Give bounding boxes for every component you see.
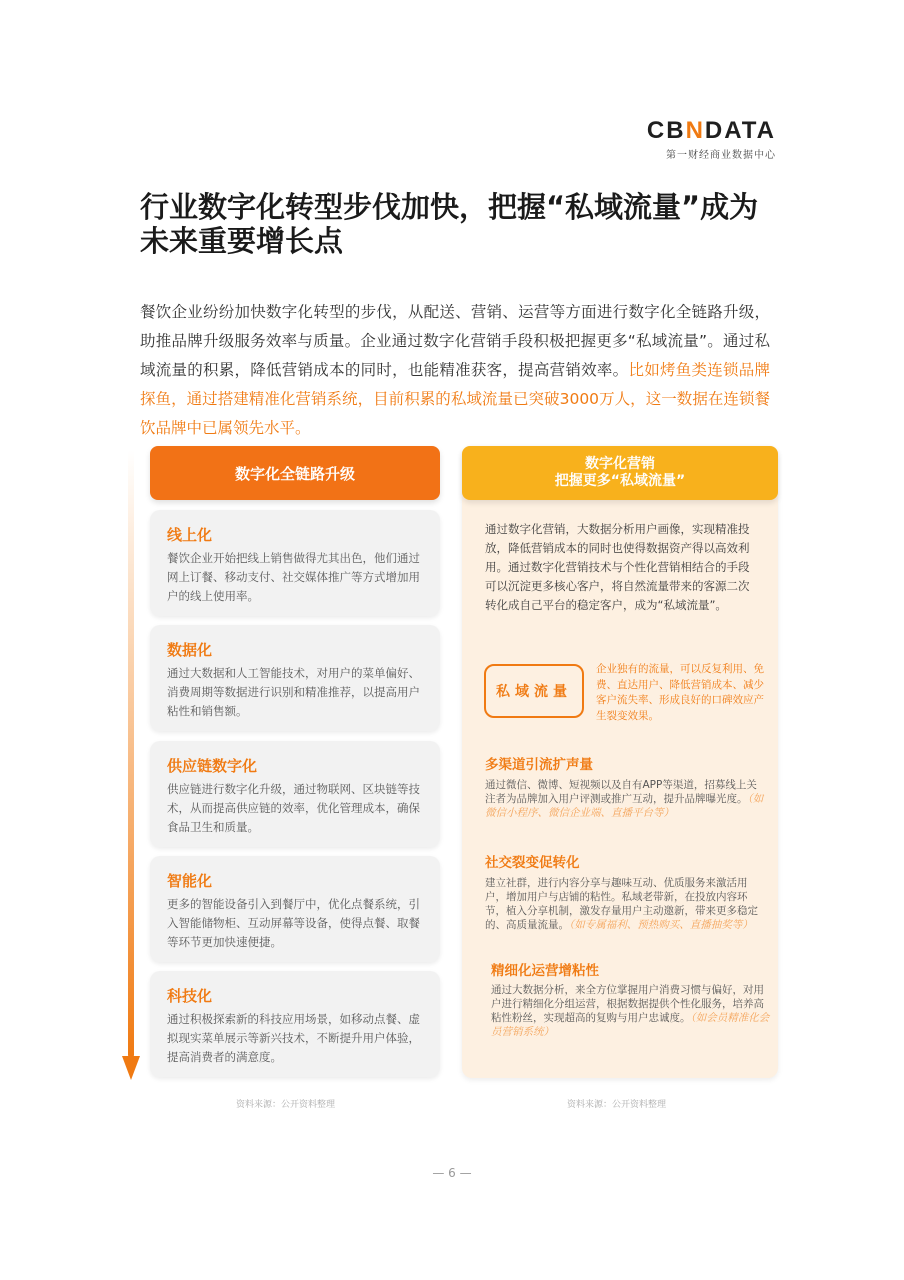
card-online <box>150 510 440 616</box>
private-traffic-badge: 私域流量 <box>484 664 584 718</box>
section-note: （如微信小程序、微信企业端、直播平台等） <box>485 793 764 819</box>
left-source-note: 资料来源：公开资料整理 <box>236 1100 336 1110</box>
private-traffic-definition: 企业独有的流量，可以反复利用、免费、直达用户、降低营销成本、减少客户流失率、形成良好的口碑效应产生裂变效果。 <box>596 663 764 722</box>
card-title: 科技化 <box>167 987 213 1005</box>
right-header-line-2: 把握更多“私域流量” <box>554 473 686 489</box>
card-title: 线上化 <box>167 526 213 544</box>
intro-text: 餐饮企业纷纷加快数字化转型的步伐，从配送、营销、运营等方面进行数字化全链路升级，助推品牌升级服务效率与质量。企业通过数字化营销手段积极把握更多“私域流量”。通过私域流量的积累，降低营销成本的同时，也能精准获客，提高营销效率。 <box>140 303 770 379</box>
right-source-note: 资料来源：公开资料整理 <box>567 1100 667 1110</box>
card-intelligent <box>150 856 440 962</box>
section-note: （如会员精准化会员营销系统） <box>491 1012 770 1038</box>
right-description: 通过数字化营销，大数据分析用户画像，实现精准投放，降低营销成本的同时也使得数据资产得以高效利用。通过数字化营销技术与个性化营销相结合的手段可以沉淀更多核心客户，将自然流量带来的客源二次转化成自己平台的稳定客户，成为“私域流量”。 <box>485 522 750 612</box>
section-title-refined: 精细化运营增粘性 <box>491 963 599 979</box>
progress-arrow-line <box>128 450 134 1058</box>
title-line-2: 未来重要增长点 <box>140 224 344 258</box>
title-line-1: 行业数字化转型步伐加快，把握“私域流量”成为 <box>140 190 759 224</box>
page-number: — 6 — <box>432 1166 472 1180</box>
card-title: 供应链数字化 <box>167 757 258 775</box>
page-title <box>140 190 780 258</box>
card-technology <box>150 971 440 1077</box>
card-supply-chain <box>150 741 440 847</box>
card-body: 餐饮企业开始把线上销售做得尤其出色，他们通过网上订餐、移动支付、社交媒体推广等方式增加用户的线上使用率。 <box>167 551 420 603</box>
card-title: 智能化 <box>167 872 213 890</box>
section-title-multichannel: 多渠道引流扩声量 <box>485 757 593 773</box>
left-column-header: 数字化全链路升级 <box>150 446 440 500</box>
section-note: （如专属福利、预热购买、直播抽奖等） <box>569 919 753 931</box>
card-body: 通过积极探索新的科技应用场景，如移动点餐、虚拟现实菜单展示等新兴技术，不断提升用户体验，提高消费者的满意度。 <box>167 1012 420 1064</box>
section-body-multichannel: 通过微信、微博、短视频以及自有APP等渠道，招募线上关注者为品牌加入用户评测或推广互动，提升品牌曝光度。（如微信小程序、微信企业端、直播平台等） <box>485 779 764 819</box>
card-body: 更多的智能设备引入到餐厅中，优化点餐系统，引入智能储物柜、互动屏幕等设备，使得点餐、取餐等环节更加快速便捷。 <box>167 897 420 949</box>
card-title: 数据化 <box>167 641 213 659</box>
cbndata-logo <box>647 118 776 161</box>
logo-wordmark: CBNDATA <box>646 117 776 144</box>
section-title-social: 社交裂变促转化 <box>485 855 580 871</box>
intro-highlight: 比如烤鱼类连锁品牌探鱼，通过搭建精准化营销系统，目前积累的私域流量已突破3000万人，这一数据在连锁餐饮品牌中已属领先水平。 <box>140 361 770 437</box>
section-body-refined: 通过大数据分析，来全方位掌握用户消费习惯与偏好，对用户进行精细化分组运营，根据数据提供个性化服务，培养高粘性粉丝，实现超高的复购与用户忠诚度。（如会员精准化会员营销系统） <box>491 984 770 1038</box>
right-header-line-1: 数字化营销 <box>585 456 655 472</box>
right-column-header <box>462 446 778 500</box>
intro-paragraph <box>140 298 770 443</box>
section-body-social: 建立社群，进行内容分享与趣味互动、优质服务来激活用户，增加用户与店铺的粘性。私域老带新，在投放内容环节，植入分享机制，激发存量用户主动邀新，带来更多稳定的、高质量流量。（如专属福利、预热购买、直播抽奖等） <box>485 877 758 931</box>
card-body: 通过大数据和人工智能技术，对用户的菜单偏好、消费周期等数据进行识别和精准推荐，以提高用户粘性和销售额。 <box>167 666 420 718</box>
card-body: 供应链进行数字化升级，通过物联网、区块链等技术，从而提高供应链的效率，优化管理成本，确保食品卫生和质量。 <box>167 782 420 834</box>
logo-tagline: 第一财经商业数据中心 <box>666 150 776 161</box>
card-data <box>150 625 440 731</box>
arrow-down-icon <box>122 1056 140 1080</box>
